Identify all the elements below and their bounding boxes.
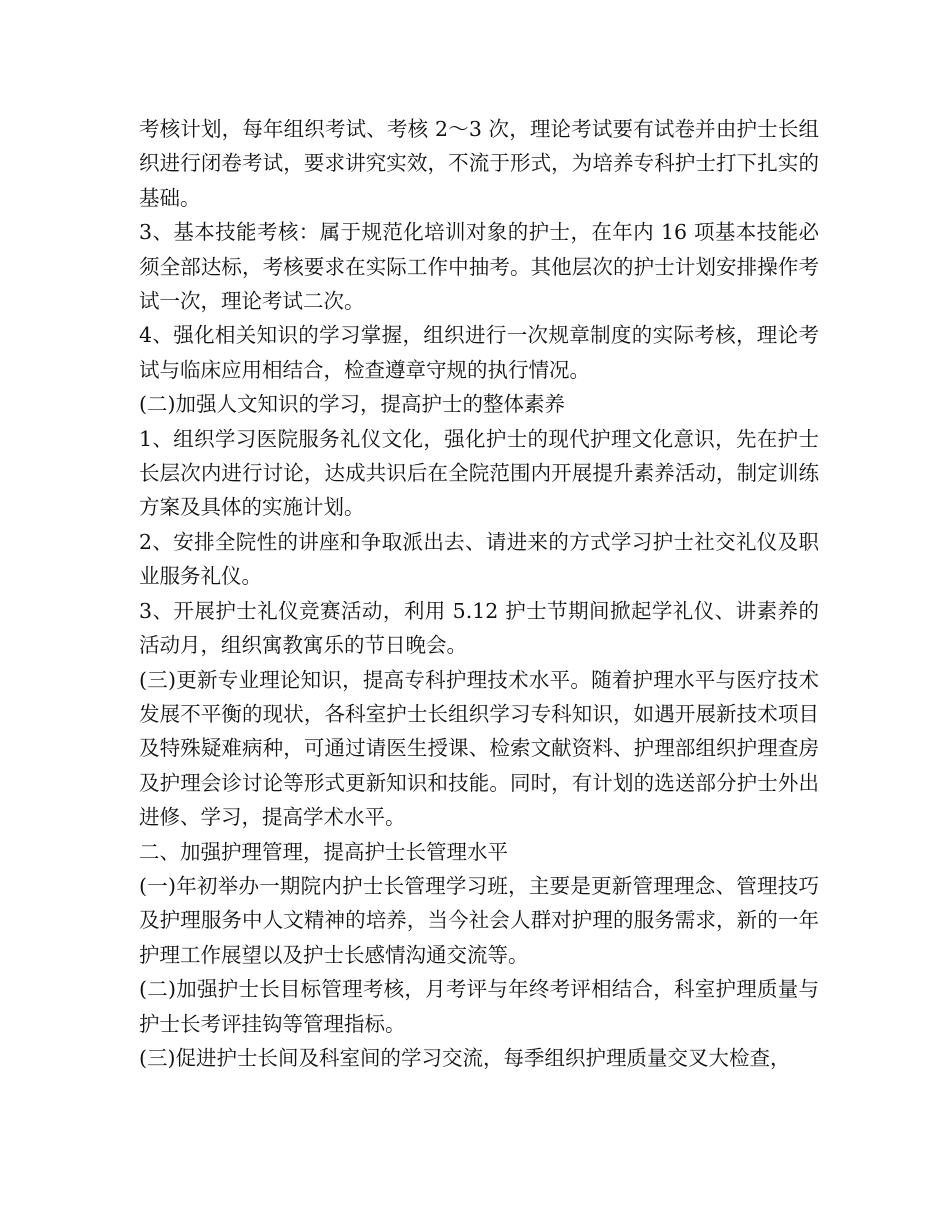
paragraph-etiquette-culture: 1、组织学习医院服务礼仪文化，强化护士的现代护理文化意识，先在护士长层次内进行讨论，达成共识后在全院范围内开展提升素养活动，制定训练方案及具体的实施计划。	[139, 426, 819, 520]
paragraph-lectures: 2、安排全院性的讲座和争取派出去、请进来的方式学习护士社交礼仪及职业服务礼仪。	[139, 529, 819, 589]
heading-humanities: (二)加强人文知识的学习，提高护士的整体素养	[139, 392, 565, 417]
paragraph-training-class: (一)年初举办一期院内护士长管理学习班，主要是更新管理理念、管理技巧及护理服务中人文精神的培养，当今社会人群对护理的服务需求，新的一年护理工作展望以及护士长感情沟通交流等。	[139, 873, 819, 967]
heading-management: 二、加强护理管理，提高护士长管理水平	[139, 839, 508, 864]
paragraph-exam-plan: 考核计划，每年组织考试、考核 2～3 次，理论考试要有试卷并由护士长组织进行闭卷考试，要求讲究实效，不流于形式，为培养专科护士打下扎实的基础。	[139, 117, 819, 210]
paragraph-professional-theory: (三)更新专业理论知识，提高专科护理技术水平。随着护理水平与医疗技术发展不平衡的现状，各科室护士长组织学习专科知识，如遇开展新技术项目及特殊疑难病种，可通过请医生授课、检索文献资料、护理部组织护理查房及护理会诊讨论等形式更新知识和技能。同时，有计划的选送部分护士外出进修、学习，提高学术水平。	[139, 667, 819, 830]
paragraph-basic-skills: 3、基本技能考核：属于规范化培训对象的护士，在年内 16 项基本技能必须全部达标，考核要求在实际工作中抽考。其他层次的护士计划安排操作考试一次，理论考试二次。	[139, 220, 819, 314]
paragraph-competition: 3、开展护士礼仪竞赛活动，利用 5.12 护士节期间掀起学礼仪、讲素养的活动月，组织寓教寓乐的节日晚会。	[139, 598, 819, 658]
paragraph-target-management: (二)加强护士长目标管理考核，月考评与年终考评相结合，科室护理质量与护士长考评挂钩等管理指标。	[139, 977, 819, 1036]
document-page	[139, 112, 819, 1075]
paragraph-exchange: (三)促进护士长间及科室间的学习交流，每季组织护理质量交叉大检查，	[139, 1045, 791, 1070]
paragraph-regulations: 4、强化相关知识的学习掌握，组织进行一次规章制度的实际考核，理论考试与临床应用相结合，检查遵章守规的执行情况。	[139, 323, 819, 382]
